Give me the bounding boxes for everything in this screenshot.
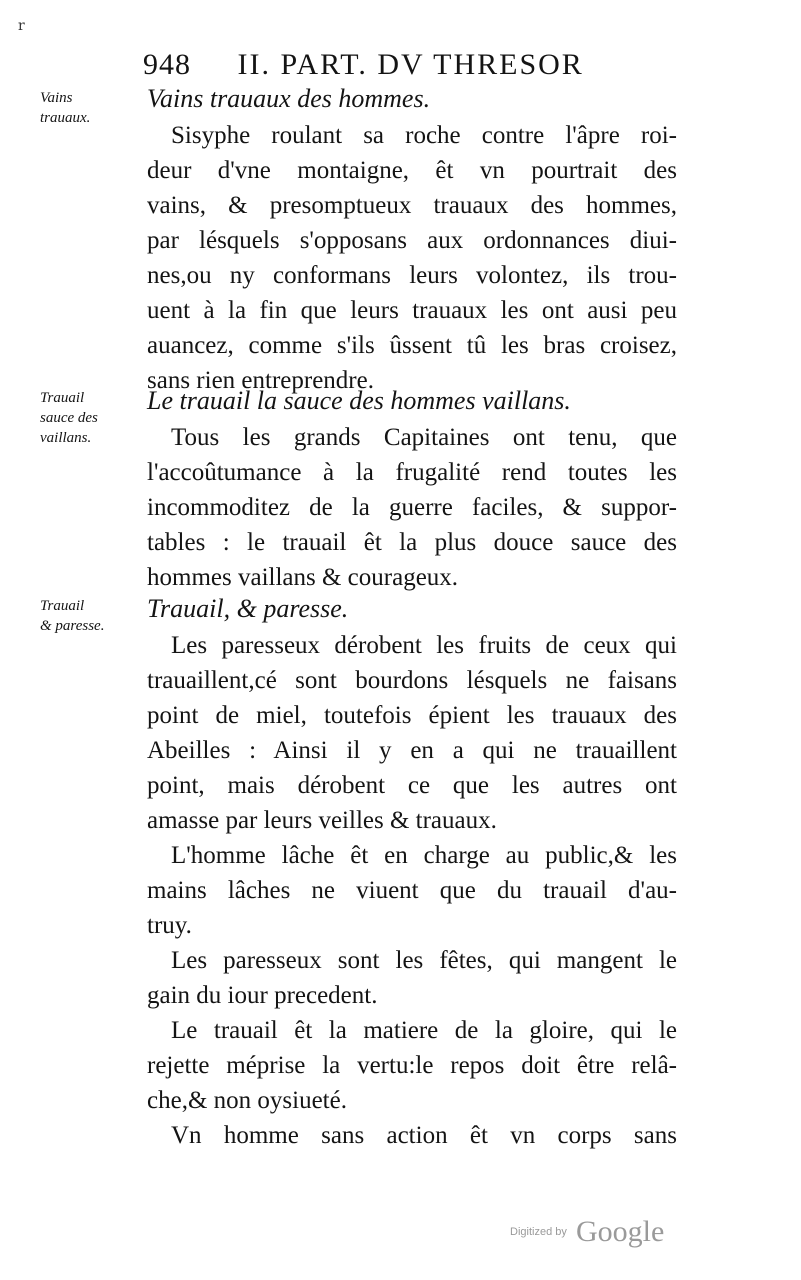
margin-note-line: sauce des bbox=[40, 410, 98, 426]
text-line: l'accoûtumance à la frugalité rend toutes les bbox=[147, 459, 677, 486]
paragraph bbox=[147, 628, 677, 838]
text-line: point de miel, toutefois épient les trauaux des bbox=[147, 702, 677, 729]
text-line: nes,ou ny conformans leurs volontez, ils trou- bbox=[147, 262, 677, 289]
running-title: II. PART. DV THRESOR bbox=[237, 48, 584, 81]
margin-note-line: vaillans. bbox=[40, 430, 92, 446]
paragraph bbox=[147, 838, 677, 943]
text-line: amasse par leurs veilles & trauaux. bbox=[147, 807, 497, 834]
watermark-prefix: Digitized by bbox=[510, 1226, 567, 1238]
text-line: point, mais dérobent ce que les autres ont bbox=[147, 772, 677, 799]
scan-mark: r bbox=[18, 18, 25, 34]
margin-note-trauail-sauce bbox=[40, 388, 145, 448]
watermark-brand: Google bbox=[575, 1215, 665, 1248]
text-line: Le trauail êt la matiere de la gloire, qui le bbox=[171, 1017, 677, 1044]
text-line: trauaillent,cé sont bourdons lésquels ne faisans bbox=[147, 667, 677, 694]
margin-note-vains-trauaux bbox=[40, 88, 145, 128]
text-line: par lésquels s'opposans aux ordonnances diui- bbox=[147, 227, 677, 254]
paragraph bbox=[147, 420, 677, 595]
text-line: Sisyphe roulant sa roche contre l'âpre roi- bbox=[171, 122, 677, 149]
paragraph bbox=[147, 1118, 677, 1153]
text-line: Les paresseux sont les fêtes, qui mangent le bbox=[171, 947, 677, 974]
running-head bbox=[143, 48, 623, 82]
paragraph bbox=[147, 118, 677, 398]
text-line: vains, & presomptueux trauaux des hommes, bbox=[147, 192, 677, 219]
text-line: truy. bbox=[147, 912, 192, 939]
text-line: Vn homme sans action êt vn corps sans bbox=[171, 1122, 677, 1149]
section-heading-trauail-paresse: Trauail, & paresse. bbox=[147, 594, 349, 623]
text-line: auancez, comme s'ils ûssent tû les bras croisez, bbox=[147, 332, 677, 359]
section-heading-trauail-sauce: Le trauail la sauce des hommes vaillans. bbox=[147, 386, 571, 415]
text-line: Abeilles : Ainsi il y en a qui ne trauaillent bbox=[147, 737, 677, 764]
margin-note-trauail-paresse bbox=[40, 596, 145, 636]
text-line: gain du iour precedent. bbox=[147, 982, 378, 1009]
text-line: mains lâches ne viuent que du trauail d'au- bbox=[147, 877, 677, 904]
paragraph bbox=[147, 943, 677, 1013]
text-line: deur d'vne montaigne, êt vn pourtrait des bbox=[147, 157, 677, 184]
page-number: 948 bbox=[143, 48, 191, 81]
margin-note-line: & paresse. bbox=[40, 618, 105, 634]
margin-note-line: Trauail bbox=[40, 390, 85, 406]
paragraph bbox=[147, 1013, 677, 1118]
text-line: rejette méprise la vertu:le repos doit être relâ- bbox=[147, 1052, 677, 1079]
text-line: uent à la fin que leurs trauaux les ont ausi peu bbox=[147, 297, 677, 324]
margin-note-line: Vains bbox=[40, 90, 73, 106]
margin-note-line: trauaux. bbox=[40, 110, 91, 126]
text-line: incommoditez de la guerre faciles, & suppor- bbox=[147, 494, 677, 521]
text-line: hommes vaillans & courageux. bbox=[147, 564, 459, 591]
section-heading-vains-trauaux: Vains trauaux des hommes. bbox=[147, 84, 431, 113]
text-line: Les paresseux dérobent les fruits de ceux qui bbox=[171, 632, 677, 659]
text-line: sans rien entreprendre. bbox=[147, 367, 374, 394]
text-line: Tous les grands Capitaines ont tenu, que bbox=[171, 424, 677, 451]
text-line: che,& non oysiueté. bbox=[147, 1087, 347, 1114]
margin-note-line: Trauail bbox=[40, 598, 85, 614]
text-line: L'homme lâche êt en charge au public,& les bbox=[171, 842, 677, 869]
text-line: tables : le trauail êt la plus douce sauce des bbox=[147, 529, 677, 556]
digitized-watermark bbox=[510, 1215, 664, 1249]
